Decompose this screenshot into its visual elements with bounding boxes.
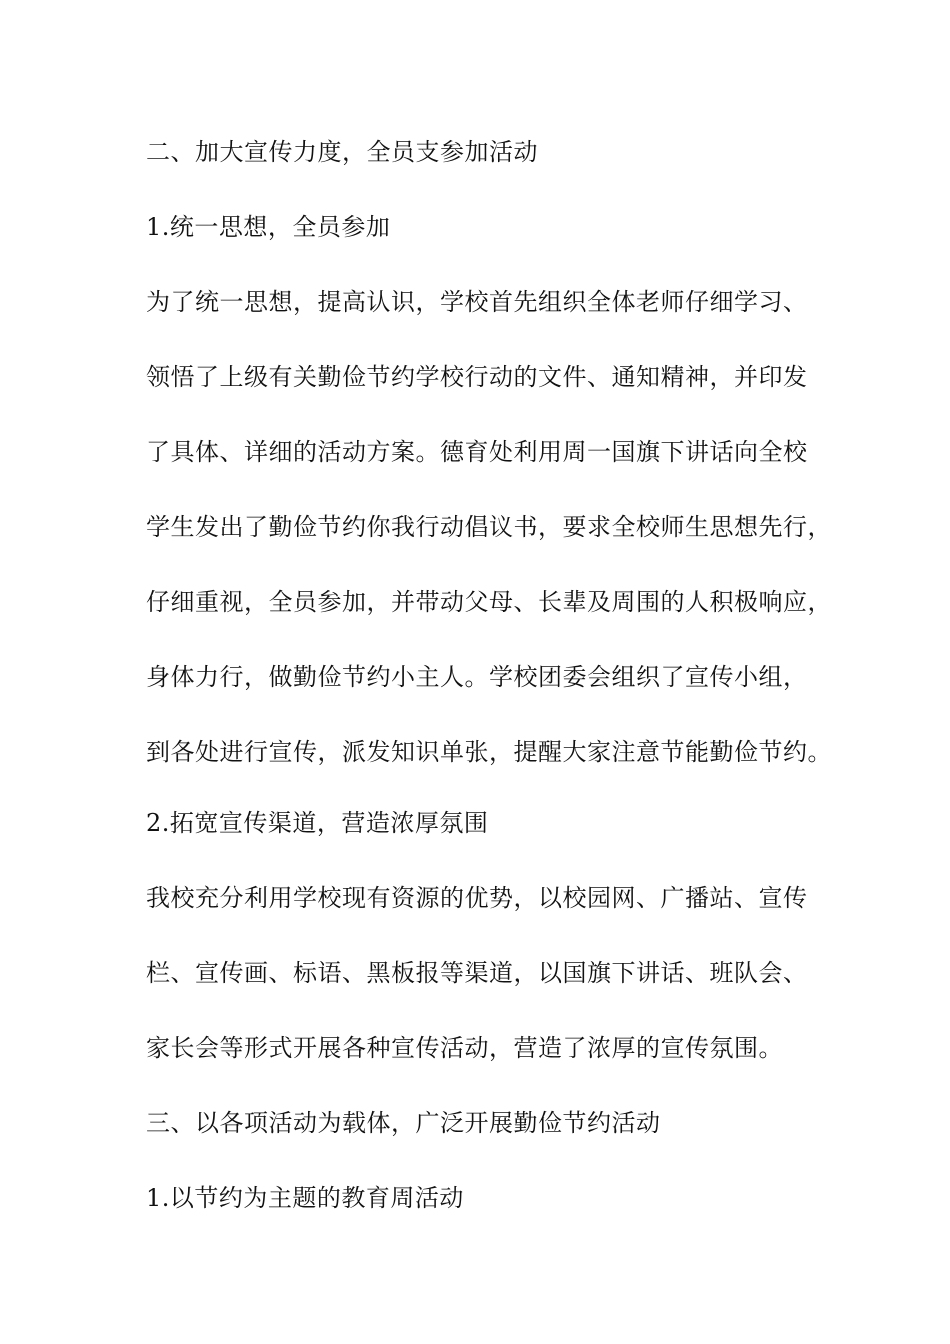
subsection-heading: 1.以节约为主题的教育周活动 bbox=[146, 1184, 464, 1212]
subsection-heading: 1.统一思想，全员参加 bbox=[146, 213, 391, 241]
paragraph-line: 了具体、详细的活动方案。德育处利用周一国旗下讲话向全校 bbox=[146, 438, 808, 466]
paragraph-line: 领悟了上级有关勤俭节约学校行动的文件、通知精神，并印发 bbox=[146, 363, 808, 391]
section-heading: 三、以各项活动为载体，广泛开展勤俭节约活动 bbox=[146, 1109, 661, 1137]
section-heading: 二、加大宣传力度，全员支参加活动 bbox=[146, 138, 538, 166]
paragraph-line: 到各处进行宣传，派发知识单张，提醒大家注意节能勤俭节约。 bbox=[146, 738, 832, 766]
paragraph-line: 栏、宣传画、标语、黑板报等渠道，以国旗下讲话、班队会、 bbox=[146, 959, 808, 987]
paragraph-line: 为了统一思想，提高认识，学校首先组织全体老师仔细学习、 bbox=[146, 288, 808, 316]
paragraph-line: 我校充分利用学校现有资源的优势，以校园网、广播站、宣传 bbox=[146, 884, 808, 912]
paragraph-line: 家长会等形式开展各种宣传活动，营造了浓厚的宣传氛围。 bbox=[146, 1034, 783, 1062]
paragraph-line: 学生发出了勤俭节约你我行动倡议书，要求全校师生思想先行， bbox=[146, 513, 832, 541]
paragraph-line: 身体力行，做勤俭节约小主人。学校团委会组织了宣传小组， bbox=[146, 663, 808, 691]
subsection-heading: 2.拓宽宣传渠道，营造浓厚氛围 bbox=[146, 809, 489, 837]
paragraph-line: 仔细重视，全员参加，并带动父母、长辈及周围的人积极响应， bbox=[146, 588, 832, 616]
